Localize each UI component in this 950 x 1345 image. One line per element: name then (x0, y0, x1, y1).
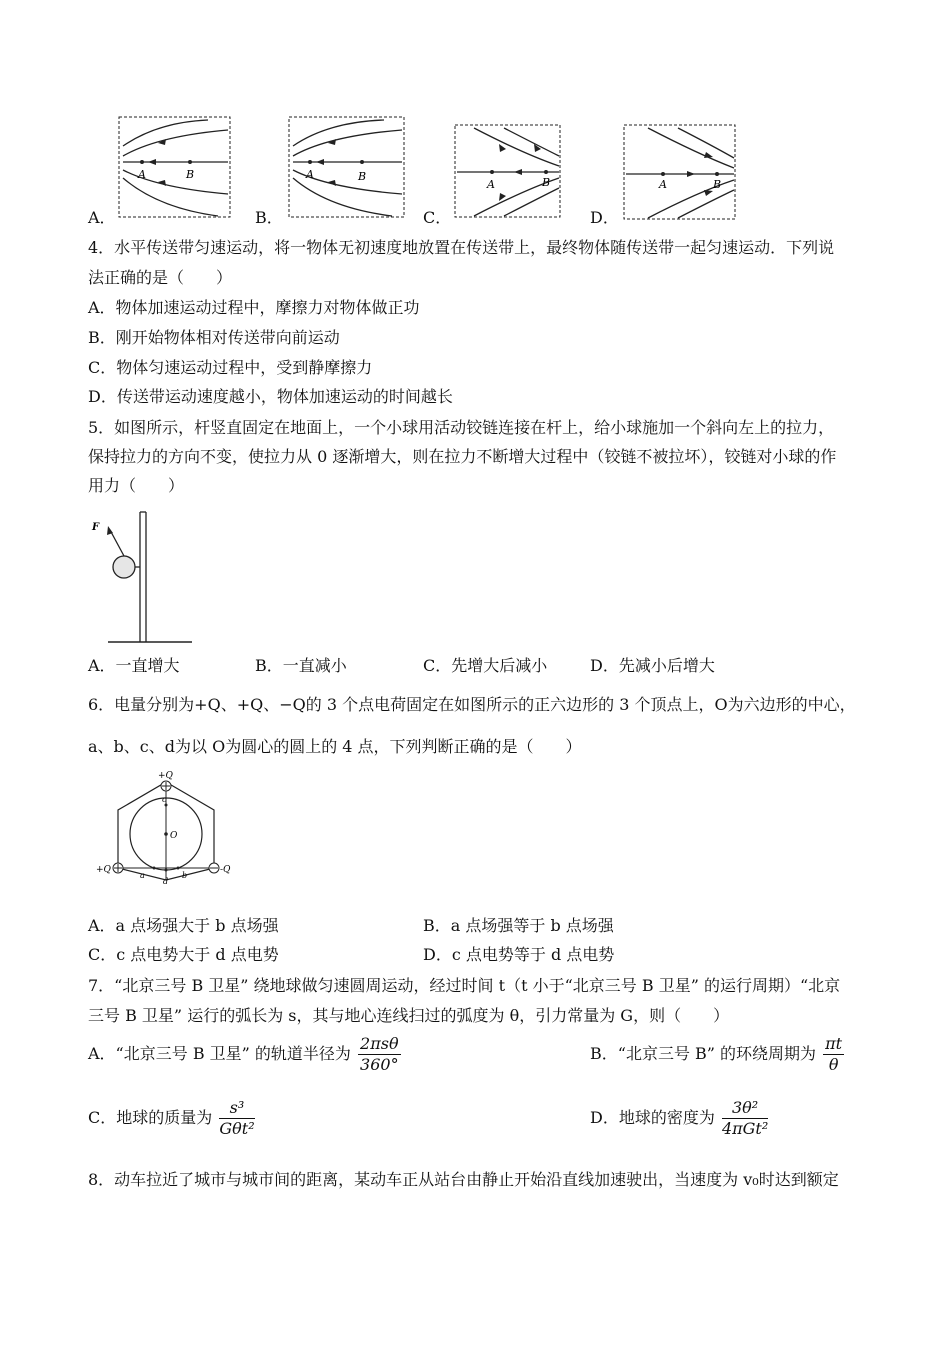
q7-c-denominator: Gθt² (219, 1119, 255, 1138)
q5-option-d[interactable]: D．先减小后增大 (590, 656, 715, 675)
q5-stem-line3: 用力（ ） (88, 476, 185, 495)
q4-option-b[interactable]: B．刚开始物体相对传送带向前运动 (88, 328, 340, 347)
q3-option-c-label[interactable]: C． (423, 208, 452, 227)
q7-b-numerator: πt (825, 1034, 843, 1053)
q3-c-point-B: B (542, 176, 551, 189)
q7-option-a[interactable] (88, 1034, 401, 1075)
q7-d-numerator: 3θ² (722, 1098, 768, 1119)
q3-c-point-A: A (487, 178, 495, 191)
q5-force-label: F (92, 522, 100, 533)
q6-center-O: O (170, 831, 178, 841)
q6-figure-hexagon (96, 768, 236, 888)
q4-stem-line1: 4．水平传送带匀速运动，将一物体无初速度地放置在传送带上，最终物体随传送带一起匀速运动．下列说 (88, 238, 835, 257)
q7-stem-line2: 三号 B 卫星” 运行的弧长为 s，其与地心连线扫过的弧度为 θ，引力常量为 G，则（ ） (88, 1006, 730, 1025)
q6-stem-line2: a、b、c、d为以 O为圆心的圆上的 4 点，下列判断正确的是（ ） (88, 737, 582, 756)
q7-b-denominator: θ (828, 1055, 839, 1074)
q7-option-c-fraction (219, 1098, 254, 1139)
q7-d-denominator: 4πGt² (721, 1119, 769, 1138)
q3-option-b-label[interactable]: B． (255, 208, 283, 227)
q5-option-a[interactable]: A．一直增大 (88, 656, 180, 675)
q7-option-d[interactable] (590, 1098, 768, 1139)
q5-figure-rod-ball (88, 508, 198, 646)
q3-figure-b (288, 116, 406, 218)
q3-b-point-A: A (306, 168, 314, 181)
q7-option-d-text: D．地球的密度为 (590, 1108, 715, 1127)
q4-option-d[interactable]: D．传送带运动速度越小，物体加速运动的时间越长 (88, 387, 453, 406)
q3-figure-a (118, 116, 232, 218)
q6-point-a: a (140, 871, 145, 880)
q6-point-c: c (162, 795, 167, 804)
q6-option-c[interactable]: C．c 点电势大于 d 点电势 (88, 945, 279, 964)
q3-option-a-label[interactable]: A． (88, 208, 116, 227)
q7-option-c[interactable] (88, 1098, 255, 1139)
q4-option-c[interactable]: C．物体匀速运动过程中，受到静摩擦力 (88, 358, 373, 377)
q5-stem-line1: 5．如图所示，杆竖直固定在地面上，一个小球用活动铰链连接在杆上，给小球施加一个斜向左上的拉力， (88, 418, 835, 437)
q5-option-b[interactable]: B．一直减小 (255, 656, 347, 675)
q8-stem-line1: 8．动车拉近了城市与城市间的距离，某动车正从站台由静止开始沿直线加速驶出，当速度为 v₀时达到额定 (88, 1170, 839, 1189)
q6-option-b[interactable]: B．a 点场强等于 b 点场强 (423, 916, 614, 935)
q7-option-c-text: C．地球的质量为 (88, 1108, 213, 1127)
q6-charge-right: -Q (220, 865, 231, 875)
q6-option-d[interactable]: D．c 点电势等于 d 点电势 (423, 945, 615, 964)
q6-option-a[interactable]: A．a 点场强大于 b 点场强 (88, 916, 279, 935)
q7-option-b-fraction (823, 1034, 844, 1075)
q5-option-c[interactable]: C．先增大后减小 (423, 656, 548, 675)
q3-figure-d (623, 124, 737, 220)
q7-option-b-text: B．“北京三号 B” 的环绕周期为 (590, 1044, 817, 1063)
q6-charge-top: +Q (158, 771, 173, 781)
q4-option-a[interactable]: A．物体加速运动过程中，摩擦力对物体做正功 (88, 298, 420, 317)
q3-d-point-B: B (713, 178, 722, 191)
q7-a-denominator: 360° (360, 1055, 399, 1074)
q6-point-d: d (163, 877, 169, 886)
q6-stem-line1: 6．电量分别为+Q、+Q、−Q的 3 个点电荷固定在如图所示的正六边形的 3 个顶点上，O为六边形的中心， (88, 695, 856, 714)
q7-a-numerator: 2πsθ (360, 1034, 399, 1053)
q7-option-d-fraction (722, 1098, 768, 1139)
q5-stem-line2: 保持拉力的方向不变，使拉力从 0 逐渐增大，则在拉力不断增大过程中（铰链不被拉坏），铰链对小球的作 (88, 447, 837, 466)
q7-option-a-text: A．“北京三号 B 卫星” 的轨道半径为 (88, 1044, 351, 1063)
q3-a-point-A: A (138, 168, 146, 181)
q3-figure-c (454, 124, 562, 218)
q7-option-a-fraction (358, 1034, 401, 1075)
q7-option-b[interactable] (590, 1034, 844, 1075)
q7-stem-line1: 7．“北京三号 B 卫星” 绕地球做匀速圆周运动，经过时间 t（t 小于“北京三号 B 卫星” 的运行周期）“北京 (88, 976, 841, 995)
q6-charge-left: +Q (96, 865, 111, 875)
q3-d-point-A: A (659, 178, 667, 191)
q4-stem-line2: 法正确的是（ ） (88, 268, 233, 287)
q3-a-point-B: B (186, 168, 195, 181)
q6-point-b: b (182, 871, 188, 880)
q3-b-point-B: B (358, 170, 367, 183)
q3-option-d-label[interactable]: D． (590, 208, 619, 227)
q7-c-numerator: s³ (219, 1098, 254, 1119)
